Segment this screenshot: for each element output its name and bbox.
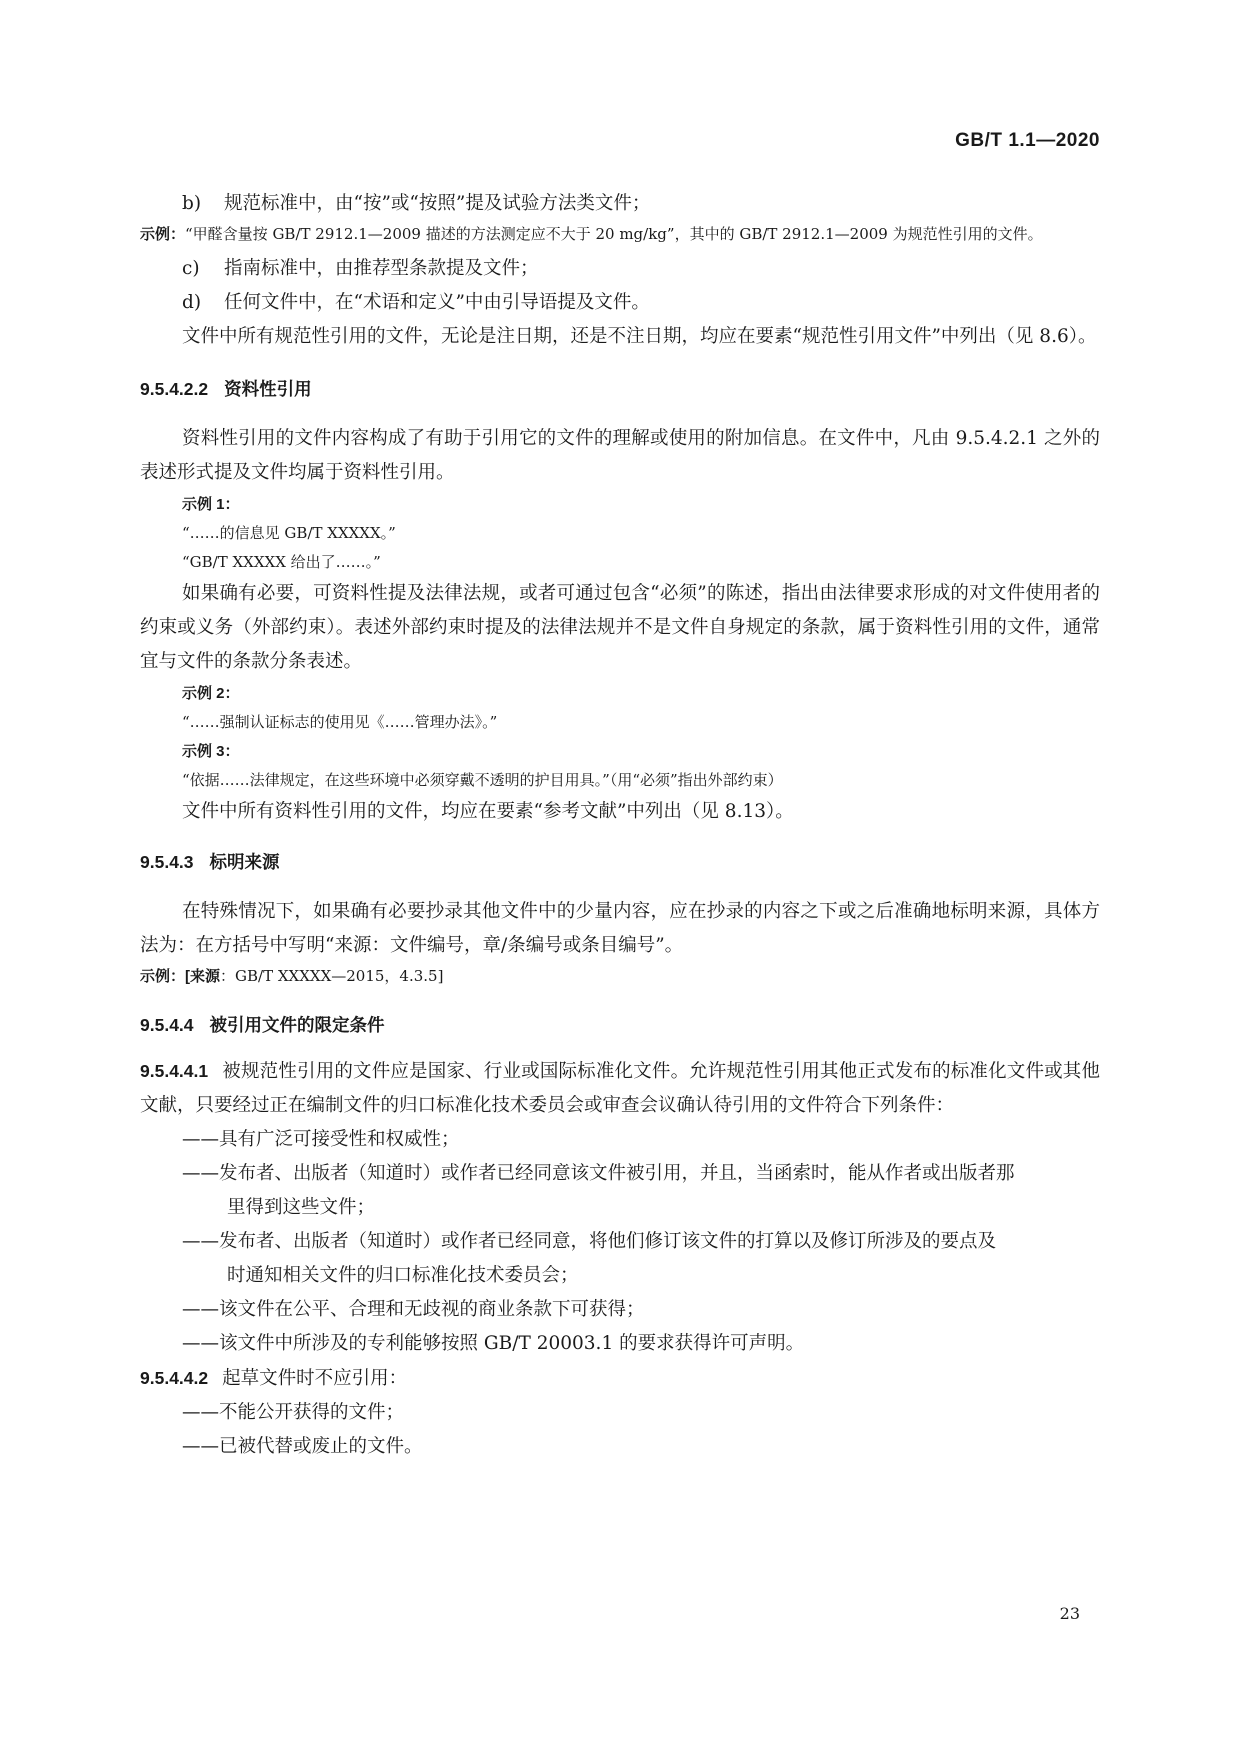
paragraph-law-references: 如果确有必要，可资料性提及法律法规，或者可通过包含“必须”的陈述，指出由法律要求形成的对文件使用者的约束或义务（外部约束）。表述外部约束时提及的法律法规并不是文件自身规定的条款，属于资料性引用的文件，通常宜与文件的条款分条表述。 bbox=[140, 583, 1100, 672]
example-source-text: ：GB/T XXXXX—2015，4.3.5] bbox=[220, 967, 444, 985]
example-label: 示例 1： bbox=[182, 496, 240, 513]
list-text: 规范标准中，由“按”或“按照”提及试验方法类文件； bbox=[224, 193, 651, 214]
list-item-b bbox=[140, 187, 1100, 221]
example-b bbox=[140, 221, 1100, 248]
dash-item-7: ——已被代替或废止的文件。 bbox=[182, 1436, 423, 1457]
example-3-label bbox=[140, 737, 1100, 766]
example-2-label bbox=[140, 679, 1100, 708]
heading-9-5-4-2-2 bbox=[140, 372, 1100, 406]
example-2-line-1: “……强制认证标志的使用见《……管理办法》。” bbox=[182, 713, 498, 731]
heading-title: 资料性引用 bbox=[224, 379, 312, 399]
document-code: GB/T 1.1—2020 bbox=[955, 130, 1100, 151]
list-text: 指南标准中，由推荐型条款提及文件； bbox=[224, 258, 539, 279]
example-label: 示例 2： bbox=[182, 685, 240, 702]
dash-item-6: ——不能公开获得的文件； bbox=[182, 1402, 405, 1423]
paragraph-bibliography: 文件中所有资料性引用的文件，均应在要素“参考文献”中列出（见 8.13）。 bbox=[182, 801, 794, 822]
heading-title: 被引用文件的限定条件 bbox=[209, 1015, 385, 1035]
example-1-label bbox=[140, 490, 1100, 519]
heading-title: 标明来源 bbox=[209, 852, 280, 872]
dash-item-3-continued: 时通知相关文件的归口标准化技术委员会； bbox=[227, 1265, 579, 1286]
heading-9-5-4-3 bbox=[140, 845, 1100, 879]
page-number: 23 bbox=[1059, 1604, 1080, 1623]
example-label: 示例 3： bbox=[182, 743, 240, 760]
heading-number: 9.5.4.2.2 bbox=[140, 379, 209, 399]
clause-text: 被规范性引用的文件应是国家、行业或国际标准化文件。允许规范性引用其他正式发布的标准化文件或其他文献，只要经过正在编制文件的归口标准化技术委员会或审查会议确认待引用的文件符合下列条件： bbox=[140, 1061, 1100, 1116]
clause-9-5-4-4-2 bbox=[140, 1361, 1100, 1396]
list-item-d bbox=[140, 286, 1100, 320]
example-label: 示例： bbox=[140, 226, 186, 243]
list-text: 任何文件中，在“术语和定义”中由引导语提及文件。 bbox=[224, 292, 650, 313]
clause-text: 起草文件时不应引用： bbox=[222, 1368, 408, 1389]
example-1-line-2: “GB/T XXXXX 给出了……。” bbox=[182, 553, 381, 571]
list-label: c) bbox=[182, 258, 200, 279]
page-body bbox=[140, 187, 1100, 1464]
clause-9-5-4-4-1 bbox=[140, 1054, 1100, 1123]
list-label: b) bbox=[182, 193, 202, 214]
paragraph-source: 在特殊情况下，如果确有必要抄录其他文件中的少量内容，应在抄录的内容之下或之后准确地标明来源，具体方法为：在方括号中写明“来源：文件编号，章/条编号或条目编号”。 bbox=[140, 901, 1100, 956]
dash-item-3: ——发布者、出版者（知道时）或作者已经同意，将他们修订该文件的打算以及修订所涉及的要点及 bbox=[182, 1231, 997, 1252]
paragraph-normative-references: 文件中所有规范性引用的文件，无论是注日期，还是不注日期，均应在要素“规范性引用文件”中列出（见 8.6）。 bbox=[182, 326, 1097, 347]
list-label: d) bbox=[182, 292, 202, 313]
example-text: “甲醛含量按 GB/T 2912.1—2009 描述的方法测定应不大于 20 mg/kg”，其中的 GB/T 2912.1—2009 为规范性引用的文件。 bbox=[185, 225, 1043, 243]
heading-number: 9.5.4.4 bbox=[140, 1015, 194, 1035]
heading-number: 9.5.4.3 bbox=[140, 852, 194, 872]
paragraph-informative-references: 资料性引用的文件内容构成了有助于引用它的文件的理解或使用的附加信息。在文件中，凡由 9.5.4.2.1 之外的表述形式提及文件均属于资料性引用。 bbox=[140, 428, 1100, 483]
clause-number: 9.5.4.4.2 bbox=[140, 1368, 209, 1388]
clause-number: 9.5.4.4.1 bbox=[140, 1061, 209, 1081]
dash-item-5: ——该文件中所涉及的专利能够按照 GB/T 20003.1 的要求获得许可声明。 bbox=[182, 1333, 805, 1354]
list-item-c bbox=[140, 252, 1100, 286]
heading-9-5-4-4 bbox=[140, 1008, 1100, 1042]
example-source-label: 来源 bbox=[190, 968, 221, 985]
dash-item-1: ——具有广泛可接受性和权威性； bbox=[182, 1129, 460, 1150]
example-1-line-1: “……的信息见 GB/T XXXXX。” bbox=[182, 524, 396, 542]
example-3-line-1: “依据……法律规定，在这些环境中必须穿戴不透明的护目用具。”（用“必须”指出外部约束） bbox=[182, 771, 783, 789]
dash-item-4: ——该文件在公平、合理和无歧视的商业条款下可获得； bbox=[182, 1299, 645, 1320]
example-source bbox=[140, 963, 1100, 990]
dash-item-2: ——发布者、出版者（知道时）或作者已经同意该文件被引用，并且，当函索时，能从作者或出版者那 bbox=[182, 1163, 1015, 1184]
example-prefix: 示例：[ bbox=[140, 968, 190, 985]
dash-item-2-continued: 里得到这些文件； bbox=[227, 1197, 376, 1218]
